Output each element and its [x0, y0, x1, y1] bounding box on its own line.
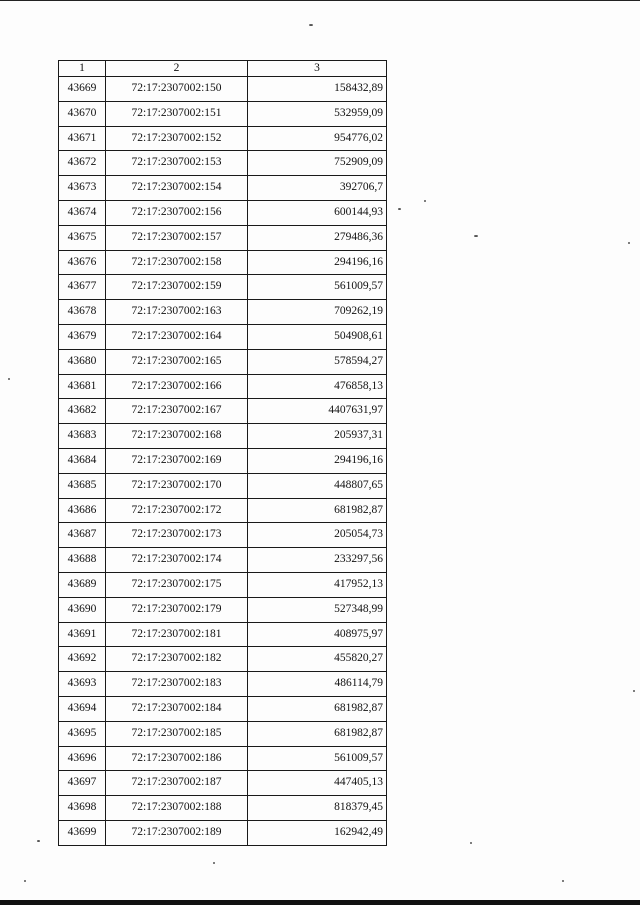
cadastral-number-cell: 72:17:2307002:172	[106, 498, 248, 523]
header-col-2: 2	[106, 61, 248, 77]
row-number-cell: 43683	[59, 424, 106, 449]
value-cell: 455820,27	[248, 647, 387, 672]
table-row	[59, 126, 387, 151]
row-number-cell: 43674	[59, 200, 106, 225]
table-row	[59, 820, 387, 845]
row-number-cell: 43684	[59, 448, 106, 473]
value-cell: 561009,57	[248, 275, 387, 300]
value-cell: 532959,09	[248, 101, 387, 126]
cadastral-number-cell: 72:17:2307002:169	[106, 448, 248, 473]
table-row	[59, 275, 387, 300]
scan-speck	[398, 208, 401, 210]
value-cell: 954776,02	[248, 126, 387, 151]
row-number-cell: 43687	[59, 523, 106, 548]
value-cell: 294196,16	[248, 448, 387, 473]
table-row	[59, 77, 387, 102]
cadastral-number-cell: 72:17:2307002:158	[106, 250, 248, 275]
table-row	[59, 672, 387, 697]
table-row	[59, 473, 387, 498]
table-row	[59, 746, 387, 771]
scan-speck	[470, 842, 472, 844]
table-row	[59, 498, 387, 523]
value-cell: 408975,97	[248, 622, 387, 647]
row-number-cell: 43669	[59, 77, 106, 102]
value-cell: 527348,99	[248, 597, 387, 622]
table-row	[59, 647, 387, 672]
cadastral-number-cell: 72:17:2307002:181	[106, 622, 248, 647]
scan-speck	[628, 242, 630, 244]
cadastral-number-cell: 72:17:2307002:157	[106, 225, 248, 250]
table-row	[59, 572, 387, 597]
table-row	[59, 300, 387, 325]
table-row	[59, 151, 387, 176]
cadastral-number-cell: 72:17:2307002:163	[106, 300, 248, 325]
row-number-cell: 43692	[59, 647, 106, 672]
page-bottom-edge	[0, 900, 640, 905]
scan-speck	[213, 862, 215, 864]
table-row	[59, 225, 387, 250]
header-col-1: 1	[59, 61, 106, 77]
scan-speck	[424, 200, 426, 202]
cadastral-number-cell: 72:17:2307002:175	[106, 572, 248, 597]
table-row	[59, 399, 387, 424]
table-row	[59, 101, 387, 126]
cadastral-number-cell: 72:17:2307002:153	[106, 151, 248, 176]
value-cell: 279486,36	[248, 225, 387, 250]
value-cell: 600144,93	[248, 200, 387, 225]
page-top-edge	[0, 0, 640, 1]
cadastral-number-cell: 72:17:2307002:166	[106, 374, 248, 399]
row-number-cell: 43670	[59, 101, 106, 126]
table-row	[59, 721, 387, 746]
value-cell: 504908,61	[248, 324, 387, 349]
value-cell: 233297,56	[248, 548, 387, 573]
row-number-cell: 43688	[59, 548, 106, 573]
cadastral-number-cell: 72:17:2307002:167	[106, 399, 248, 424]
value-cell: 162942,49	[248, 820, 387, 845]
table-row	[59, 200, 387, 225]
value-cell: 752909,09	[248, 151, 387, 176]
value-cell: 561009,57	[248, 746, 387, 771]
cadastral-number-cell: 72:17:2307002:174	[106, 548, 248, 573]
row-number-cell: 43679	[59, 324, 106, 349]
table-row	[59, 696, 387, 721]
value-cell: 294196,16	[248, 250, 387, 275]
row-number-cell: 43673	[59, 176, 106, 201]
row-number-cell: 43697	[59, 771, 106, 796]
cadastral-number-cell: 72:17:2307002:154	[106, 176, 248, 201]
cadastral-number-cell: 72:17:2307002:168	[106, 424, 248, 449]
row-number-cell: 43691	[59, 622, 106, 647]
row-number-cell: 43676	[59, 250, 106, 275]
value-cell: 205937,31	[248, 424, 387, 449]
cadastral-number-cell: 72:17:2307002:186	[106, 746, 248, 771]
scan-speck	[474, 235, 478, 237]
data-table	[58, 60, 387, 846]
cadastral-number-cell: 72:17:2307002:183	[106, 672, 248, 697]
table-row	[59, 597, 387, 622]
header-col-3: 3	[248, 61, 387, 77]
cadastral-number-cell: 72:17:2307002:182	[106, 647, 248, 672]
value-cell: 392706,7	[248, 176, 387, 201]
cadastral-number-cell: 72:17:2307002:156	[106, 200, 248, 225]
row-number-cell: 43698	[59, 796, 106, 821]
value-cell: 709262,19	[248, 300, 387, 325]
header-row	[59, 61, 387, 77]
row-number-cell: 43696	[59, 746, 106, 771]
row-number-cell: 43677	[59, 275, 106, 300]
cadastral-number-cell: 72:17:2307002:164	[106, 324, 248, 349]
value-cell: 681982,87	[248, 721, 387, 746]
scan-speck	[562, 880, 564, 882]
scan-speck	[24, 880, 26, 882]
row-number-cell: 43693	[59, 672, 106, 697]
row-number-cell: 43685	[59, 473, 106, 498]
table-row	[59, 771, 387, 796]
row-number-cell: 43675	[59, 225, 106, 250]
row-number-cell: 43699	[59, 820, 106, 845]
value-cell: 818379,45	[248, 796, 387, 821]
row-number-cell: 43686	[59, 498, 106, 523]
table-row	[59, 622, 387, 647]
cadastral-number-cell: 72:17:2307002:189	[106, 820, 248, 845]
value-cell: 417952,13	[248, 572, 387, 597]
table-row	[59, 349, 387, 374]
row-number-cell: 43681	[59, 374, 106, 399]
table-row	[59, 424, 387, 449]
row-number-cell: 43678	[59, 300, 106, 325]
value-cell: 476858,13	[248, 374, 387, 399]
cadastral-number-cell: 72:17:2307002:150	[106, 77, 248, 102]
value-cell: 681982,87	[248, 498, 387, 523]
cadastral-number-cell: 72:17:2307002:152	[106, 126, 248, 151]
row-number-cell: 43690	[59, 597, 106, 622]
value-cell: 447405,13	[248, 771, 387, 796]
cadastral-number-cell: 72:17:2307002:187	[106, 771, 248, 796]
scan-speck	[8, 378, 10, 380]
table-row	[59, 176, 387, 201]
table-row	[59, 374, 387, 399]
table-row	[59, 448, 387, 473]
scan-speck	[309, 24, 313, 26]
value-cell: 681982,87	[248, 696, 387, 721]
table-header	[59, 61, 387, 77]
value-cell: 578594,27	[248, 349, 387, 374]
cadastral-number-cell: 72:17:2307002:159	[106, 275, 248, 300]
value-cell: 486114,79	[248, 672, 387, 697]
cadastral-number-cell: 72:17:2307002:184	[106, 696, 248, 721]
cadastral-number-cell: 72:17:2307002:188	[106, 796, 248, 821]
cadastral-number-cell: 72:17:2307002:173	[106, 523, 248, 548]
value-cell: 205054,73	[248, 523, 387, 548]
cadastral-number-cell: 72:17:2307002:170	[106, 473, 248, 498]
value-cell: 448807,65	[248, 473, 387, 498]
row-number-cell: 43694	[59, 696, 106, 721]
row-number-cell: 43680	[59, 349, 106, 374]
table-row	[59, 523, 387, 548]
row-number-cell: 43672	[59, 151, 106, 176]
table-row	[59, 324, 387, 349]
value-cell: 4407631,97	[248, 399, 387, 424]
table-body	[59, 77, 387, 846]
cadastral-number-cell: 72:17:2307002:179	[106, 597, 248, 622]
row-number-cell: 43682	[59, 399, 106, 424]
cadastral-number-cell: 72:17:2307002:185	[106, 721, 248, 746]
row-number-cell: 43671	[59, 126, 106, 151]
table-row	[59, 796, 387, 821]
row-number-cell: 43695	[59, 721, 106, 746]
table-row	[59, 548, 387, 573]
table-row	[59, 250, 387, 275]
row-number-cell: 43689	[59, 572, 106, 597]
scan-speck	[37, 840, 40, 842]
cadastral-number-cell: 72:17:2307002:165	[106, 349, 248, 374]
value-cell: 158432,89	[248, 77, 387, 102]
cadastral-number-cell: 72:17:2307002:151	[106, 101, 248, 126]
scan-speck	[633, 690, 635, 692]
